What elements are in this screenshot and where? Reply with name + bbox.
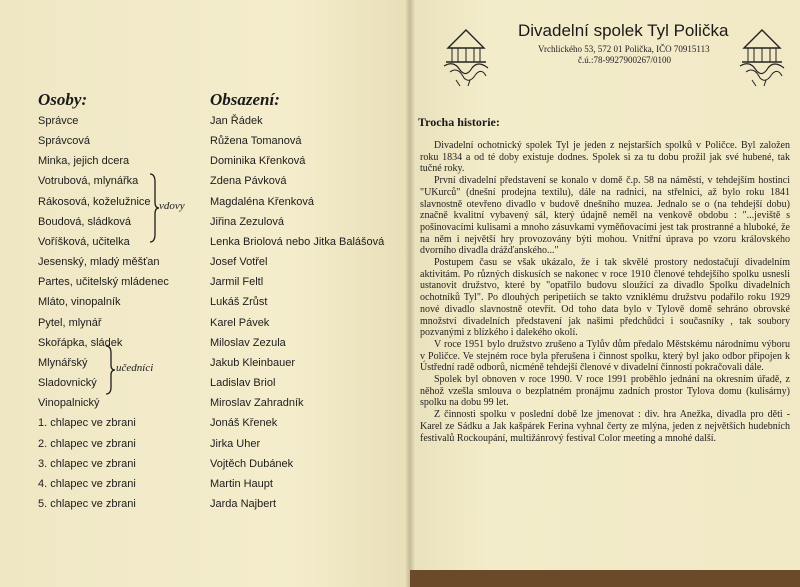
- role-item: 1. chlapec ve zbrani: [38, 417, 136, 430]
- role-item: Votrubová, mlynářka: [38, 175, 139, 188]
- history-paragraph: První divadelní představení se konalo v domě č.p. 58 na náměstí, v tehdejším hostinci "UKurců" (dnešní prodejna textilu), dále na radnici, na střelnici, až bylo roku 1841 slavnostně otevřeno divadlo v budově dnešního muzea. Jednalo se o (na tehdejší dobu) značně kvalitní vybavený sál, který údajně neměl na venkově obdobu : "...jeviště s pošinovacími kulisami a mnoho zásuvkami vyměňovacími jest tak prostranné a hluboké, že na něm i největší hry provozovány býti mohou. Vnitřní úprava po vzoru královského dvorního divadla drážďanského...": [420, 175, 790, 257]
- role-item: Správcová: [38, 135, 90, 148]
- cast-item: Zdena Pávková: [210, 175, 287, 188]
- theatre-logo-right-icon: [736, 22, 788, 88]
- history-paragraph: V roce 1951 bylo družstvo zrušeno a Tylův dům předalo Městskému národnímu výboru v Poličce. Ve stejném roce byla přerušena i činnost spolku, který byl jako odbor připojen k Ústřední radě odborů, nicméně tehdejší členové v divadelní činnosti pokračovali dále.: [420, 338, 790, 374]
- cast-list: [210, 111, 384, 514]
- role-item: Skořápka, sládek: [38, 336, 123, 349]
- cast-item: Růžena Tomanová: [210, 135, 302, 148]
- cast-item: Karel Pávek: [210, 316, 270, 329]
- role-item: Jesenský, mladý měšťan: [38, 256, 160, 269]
- role-item: Správce: [38, 115, 79, 127]
- cast-item: Martin Haupt: [210, 477, 273, 490]
- role-item: Partes, učitelský mládenec: [38, 276, 169, 289]
- roles-heading: Osoby:: [38, 90, 88, 109]
- cast-item: Vojtěch Dubánek: [210, 457, 294, 470]
- cast-item: Jiřina Zezulová: [210, 215, 284, 228]
- role-item: 4. chlapec ve zbrani: [38, 477, 136, 490]
- history-paragraph: Postupem času se však ukázalo, že i tak skvělé prostory nedostačují divadelním aktivitám. Po různých diskusích se nakonec v roce 1910 členové tehdejšího spolku usnesli ustanovit družstvo, které by "opatřilo budovu sloužící za divadlo Spolku divadelních ochotníků Tyl". Po dlouhých peripetiích se takto vzniklému družstvu podařilo roku 1929 nové divadlo slavnostně otevřít. Od toho data bylo v Tylově domě sehráno obrovské množství divadelních představení jak našimi předchůdci i současníky , tak soubory pozvanými z blízkého i dalekého okolí.: [420, 257, 790, 339]
- role-item: Sladovnický: [38, 377, 97, 390]
- role-item: Vinopalnický: [38, 397, 100, 410]
- role-item: Rákosová, koželužnice: [38, 195, 151, 208]
- role-item: Mláto, vinopalník: [38, 296, 121, 309]
- cast-item: Jonáš Křenek: [210, 417, 278, 430]
- cast-item: Jan Řádek: [210, 115, 263, 127]
- history-heading: Trocha historie:: [418, 115, 500, 129]
- cast-heading: Obsazení:: [210, 90, 280, 109]
- role-item: Minka, jejich dcera: [38, 155, 130, 168]
- history-paragraph: Spolek byl obnoven v roce 1990. V roce 1991 proběhlo jednání na okresním úřadě, z něhož vzešla smlouva o bezplatném pronájmu zadních prostor Tylova domu (kulisárny) spolku na dobu 99 let.: [420, 374, 790, 409]
- org-title: Divadelní spolek Tyl Polička: [518, 21, 729, 40]
- cast-item: Jarda Najbert: [210, 497, 277, 510]
- brace-apprentices-icon: [104, 344, 116, 396]
- cast-item: Jarmil Feltl: [210, 276, 264, 289]
- page-fold: [405, 0, 415, 587]
- brace-label-apprentices: učedníci: [116, 362, 154, 374]
- theatre-logo-left-icon: [440, 22, 492, 88]
- cast-item: Miloslav Zezula: [210, 336, 286, 349]
- brace-label-widows: vdovy: [159, 200, 185, 212]
- org-bank-account: č.ú.:78-9927900267/0100: [578, 55, 671, 65]
- role-item: Boudová, sládková: [38, 215, 131, 228]
- history-paragraph: Z činnosti spolku v poslední době lze jmenovat : div. hra Anežka, divadla pro děti - Karel ze Sádku a Jak kašpárek Ferina vyhnal čerty ze mlýna, jeden z největších hudebních festivalů Rockoupání, multižánrový festival Color meeting a mnohé další.: [420, 409, 790, 444]
- cast-item: Magdaléna Křenková: [210, 195, 314, 208]
- history-paragraph: Divadelní ochotnický spolek Tyl je jeden z nejstarších spolků v Poličce. Byl založen roku 1834 a od té doby existuje dodnes. Spolek si za tu dobu prožil jak své hubené, tak tučné roky.: [420, 140, 790, 175]
- role-item: 2. chlapec ve zbrani: [38, 437, 136, 450]
- cast-item: Miroslav Zahradník: [210, 397, 304, 410]
- cast-item: Lenka Briolová nebo Jitka Balášová: [210, 235, 385, 248]
- history-text: [420, 140, 790, 444]
- cast-item: Jakub Kleinbauer: [210, 356, 296, 369]
- org-address: Vrchlického 53, 572 01 Polička, IČO 70915113: [538, 44, 710, 54]
- table-surface: [410, 570, 800, 587]
- role-item: 5. chlapec ve zbrani: [38, 497, 136, 510]
- cast-item: Dominika Křenková: [210, 155, 306, 168]
- cast-item: Jirka Uher: [210, 437, 261, 450]
- cast-item: Lukáš Zrůst: [210, 296, 268, 309]
- role-item: Pytel, mlynář: [38, 316, 102, 329]
- role-item: 3. chlapec ve zbrani: [38, 457, 136, 470]
- role-item: Voříšková, učitelka: [38, 235, 130, 248]
- role-item: Mlynářský: [38, 356, 88, 369]
- cast-item: Ladislav Briol: [210, 377, 276, 390]
- cast-item: Josef Votřel: [210, 256, 268, 269]
